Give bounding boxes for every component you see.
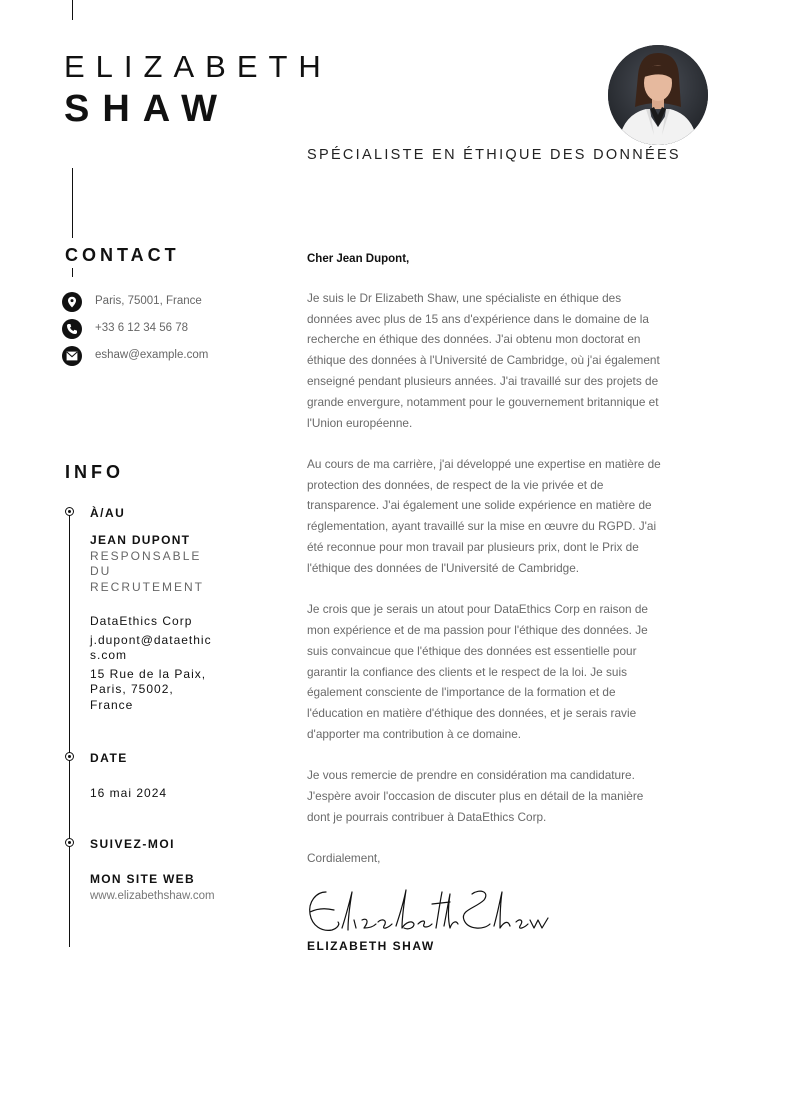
location-pin-icon [62,292,82,312]
first-name: ELIZABETH [64,49,332,84]
letter-closing: Cordialement, [307,851,381,866]
letter-body [307,249,667,869]
date-label: DATE [90,751,128,765]
recipient-name: JEAN DUPONT [90,533,191,547]
timeline-dot-follow [65,838,74,847]
last-name: SHAW [64,88,230,130]
contact-item-phone [62,319,222,339]
recipient-role: RESPONSABLE DU RECRUTEMENT [90,548,204,594]
letter-salutation: Cher Jean Dupont, [307,253,410,265]
website-url[interactable]: www.elizabethshaw.com [90,889,215,902]
timeline-dot-date [65,752,74,761]
date-value: 16 mai 2024 [90,786,168,800]
letter-paragraph-4: Je vous remercie de prendre en considération ma candidature. J'espère avoir l'occasion de discuter plus en détail de la manière dont je pourrais contribuer à DataEthics Corp. [307,768,644,824]
handwritten-signature [304,880,554,944]
profile-photo [608,45,708,145]
letter-paragraph-1: Je suis le Dr Elizabeth Shaw, une spécialiste en éthique des données avec plus de 15 ans d'expérience dans le domaine de la recherche en éthique des données. J'ai obtenu mon doctorat en éthique des données à l'Université de Cambridge, où j'ai également enseigné pendant plusieurs années. J'ai travaillé sur des projets de grande envergure, notamment pour le gouvernement britannique et l'Union européenne. [307,290,660,430]
follow-label: SUIVEZ-MOI [90,837,176,851]
envelope-icon [62,346,82,366]
website-label: MON SITE WEB [90,872,195,886]
timeline-dot-recipient [65,507,74,516]
recipient-address: 15 Rue de la Paix, Paris, 75002, France [90,666,207,712]
recipient-block [90,533,218,713]
job-title: SPÉCIALISTE EN ÉTHIQUE DES DONNÉES [307,147,681,163]
contact-item-email [62,346,222,366]
phone-icon [62,319,82,339]
contact-item-location [62,292,222,312]
letter-paragraph-3: Je crois que je serais un atout pour DataEthics Corp en raison de mon expérience et de ma passion pour l'éthique des données. Je suis convaincue que l'éthique des données est essentielle pour garantir la confiance des clients et le respect de la loi. Je suis également consciente de l'importance de la formation et de l'éducation en matière d'éthique des données, et je serais ravie d'apporter ma contribution à ce domaine. [307,602,648,741]
top-decor-line [72,0,73,20]
contact-list [62,292,222,373]
contact-email-text: eshaw@example.com [95,349,209,361]
follow-block [90,872,218,905]
signer-name: ELIZABETH SHAW [307,939,435,953]
recipient-email: j.dupont@dataethics.com [90,632,212,662]
contact-location-text: Paris, 75001, France [95,295,202,307]
info-title: INFO [65,462,124,482]
contact-tick-line [72,268,73,277]
mid-decor-line [72,168,73,238]
recipient-company: DataEthics Corp [90,614,193,628]
contact-title: CONTACT [65,245,180,265]
letter-paragraph-2: Au cours de ma carrière, j'ai développé une expertise en matière de protection des données, de respect de la vie privée et de transparence. J'ai également une solide expérience en matière de réglementation, ayant travaillé sur la mise en œuvre du RGPD. J'ai été reconnue pour mon travail par plusieurs prix, dont le Prix de l'éthique des données de l'Université de Cambridge. [307,456,661,575]
info-timeline-line [69,510,70,947]
contact-phone-text: +33 6 12 34 56 78 [95,322,189,334]
recipient-label: À/AU [90,506,126,520]
